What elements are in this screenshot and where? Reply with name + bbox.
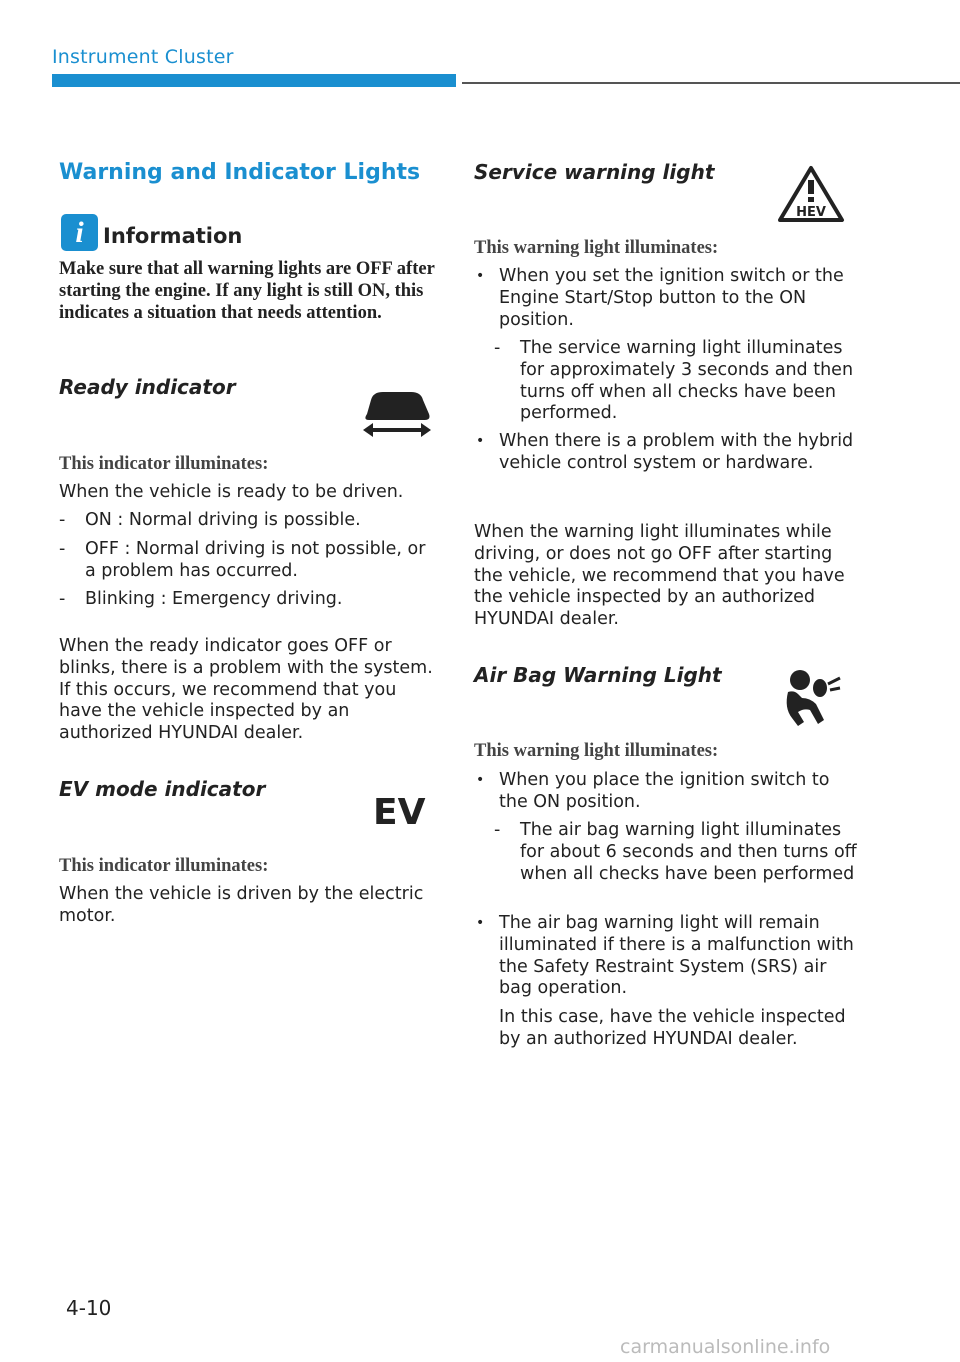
ready-item-on: - ON : Normal driving is possible. bbox=[59, 510, 361, 530]
service-warning-paragraph: When the warning light illuminates while driving, or does not go OFF after starting the vehicle, we recommend that you have the vehicle inspected by an authorized HYUNDAI dealer. bbox=[474, 522, 845, 630]
service-warning-subheading: This warning light illuminates: bbox=[474, 238, 719, 258]
ready-indicator-intro: When the vehicle is ready to be driven. bbox=[59, 482, 404, 502]
ready-item-off: - OFF : Normal driving is not possible, or a problem has occurred. bbox=[59, 539, 426, 581]
airbag-followup-text: In this case, have the vehicle inspected by an authorized HYUNDAI dealer. bbox=[499, 1007, 846, 1049]
info-label: Information bbox=[103, 224, 243, 248]
service-bullet-ignition: • When you set the ignition switch or the Engine Start/Stop button to the ON position. bbox=[476, 266, 844, 330]
ev-mode-text: When the vehicle is driven by the electric motor. bbox=[59, 884, 424, 926]
service-warning-icon-text: HEV bbox=[796, 205, 826, 220]
airbag-warning-icon bbox=[780, 668, 844, 728]
info-icon: i bbox=[61, 214, 98, 251]
ev-mode-title: EV mode indicator bbox=[59, 777, 266, 801]
ready-indicator-title: Ready indicator bbox=[59, 375, 236, 399]
watermark-text: carmanualsonline.info bbox=[620, 1336, 831, 1358]
service-warning-icon bbox=[776, 164, 846, 224]
airbag-bullet-malfunction: • The air bag warning light will remain illuminated if there is a malfunction with the Safety Restraint System (SRS) air bag operation. bbox=[476, 913, 854, 999]
page-number: 4-10 bbox=[66, 1296, 112, 1320]
service-dash-illuminates: - The service warning light illuminates for approximately 3 seconds and then turns off when all checks have been performed. bbox=[494, 338, 854, 424]
section-title: Warning and Indicator Lights bbox=[59, 160, 421, 185]
header-accent-bar bbox=[52, 74, 456, 87]
ev-mode-icon: EV bbox=[373, 792, 426, 833]
ready-indicator-paragraph: When the ready indicator goes OFF or blinks, there is a problem with the system. If this occurs, we recommend that you have the vehicle inspected by an authorized HYUNDAI dealer. bbox=[59, 636, 433, 744]
airbag-warning-title: Air Bag Warning Light bbox=[474, 663, 722, 687]
airbag-bullet-ignition: • When you place the ignition switch to the ON position. bbox=[476, 770, 830, 812]
ev-mode-subheading: This indicator illuminates: bbox=[59, 856, 269, 876]
airbag-warning-subheading: This warning light illuminates: bbox=[474, 741, 719, 761]
ready-item-blinking: - Blinking : Emergency driving. bbox=[59, 589, 343, 609]
service-warning-title: Service warning light bbox=[474, 160, 715, 184]
page-header-title: Instrument Cluster bbox=[52, 46, 234, 68]
service-bullet-problem: • When there is a problem with the hybrid vehicle control system or hardware. bbox=[476, 431, 854, 473]
header-divider bbox=[462, 82, 960, 84]
ready-indicator-icon bbox=[359, 386, 435, 440]
airbag-dash-illuminates: - The air bag warning light illuminates for about 6 seconds and then turns off when all checks have been performed bbox=[494, 820, 857, 884]
info-text: Make sure that all warning lights are OFF after starting the engine. If any light is still ON, this indicates a situation that needs attention. bbox=[59, 259, 435, 323]
ready-indicator-subheading: This indicator illuminates: bbox=[59, 454, 269, 474]
